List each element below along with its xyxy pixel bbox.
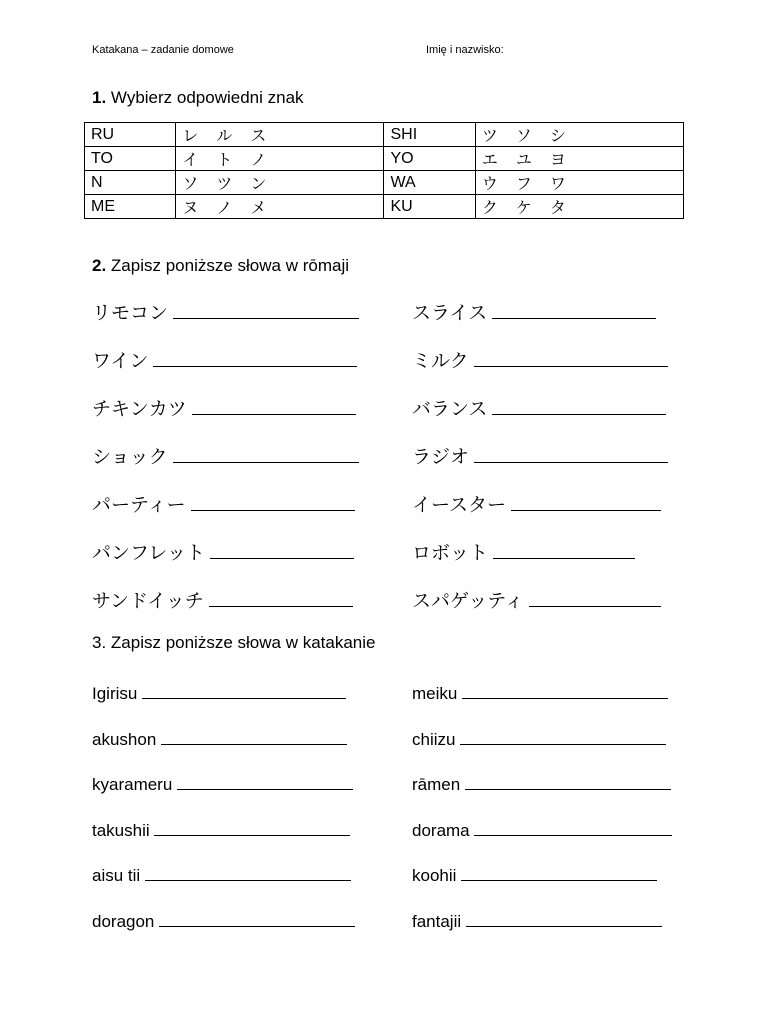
- answer-line[interactable]: [192, 396, 356, 415]
- answer-line[interactable]: [142, 680, 346, 699]
- answer-line[interactable]: [209, 588, 353, 607]
- answer-line[interactable]: [529, 588, 661, 607]
- kana-option[interactable]: ン: [250, 174, 267, 193]
- answer-line[interactable]: [474, 444, 668, 463]
- katakana-exercise: [92, 771, 353, 795]
- katakana-exercise: [412, 908, 662, 932]
- katakana-word: ミルク: [412, 350, 469, 372]
- romaji-word: akushon: [92, 729, 157, 749]
- kana-options-cell: [475, 123, 683, 147]
- katakana-word: ショック: [92, 446, 168, 468]
- kana-option[interactable]: ユ: [515, 150, 532, 169]
- answer-line[interactable]: [493, 540, 635, 559]
- answer-line[interactable]: [177, 771, 353, 790]
- answer-line[interactable]: [474, 817, 672, 836]
- romaji-word: Igirisu: [92, 684, 138, 703]
- answer-line[interactable]: [474, 348, 668, 367]
- kana-option[interactable]: ノ: [250, 150, 267, 169]
- task1-text: Wybierz odpowiedni znak: [110, 88, 304, 107]
- kana-table-row: [85, 195, 684, 219]
- katakana-word: スパゲッティ: [412, 590, 524, 612]
- kana-option[interactable]: ス: [250, 126, 267, 145]
- katakana-exercise: [412, 680, 668, 704]
- answer-line[interactable]: [153, 348, 357, 367]
- romaji-exercise: [92, 586, 353, 613]
- romaji-exercise: [412, 538, 635, 565]
- katakana-exercise: [412, 817, 672, 841]
- task2-number: 2.: [92, 256, 107, 275]
- answer-line[interactable]: [461, 862, 657, 881]
- katakana-word: サンドイッチ: [92, 590, 204, 612]
- answer-line[interactable]: [191, 492, 355, 511]
- katakana-word: バランス: [412, 398, 488, 420]
- answer-line[interactable]: [154, 817, 350, 836]
- kana-option[interactable]: ウ: [481, 174, 498, 193]
- romaji-exercise: [412, 490, 661, 517]
- romaji-word: dorama: [412, 820, 470, 840]
- kana-options-cell: [475, 147, 683, 171]
- romaji-exercise: [92, 346, 357, 373]
- name-label: Imię i nazwisko:: [426, 44, 504, 56]
- kana-option[interactable]: ノ: [216, 198, 233, 217]
- worksheet-title: Katakana – zadanie domowe: [92, 44, 234, 56]
- katakana-exercise: [92, 680, 346, 704]
- kana-option[interactable]: シ: [549, 126, 566, 145]
- answer-line[interactable]: [161, 726, 347, 745]
- kana-table-row: [85, 147, 684, 171]
- romaji-word: chiizu: [412, 729, 456, 749]
- romaji-exercise: [412, 586, 661, 613]
- kana-option[interactable]: ル: [216, 126, 233, 145]
- romaji-word: koohii: [412, 866, 457, 885]
- romaji-cell: ME: [85, 195, 176, 219]
- task1-number: 1.: [92, 88, 107, 107]
- romaji-word: takushii: [92, 820, 150, 840]
- katakana-word: チキンカツ: [92, 398, 187, 420]
- kana-options-cell: [176, 195, 384, 219]
- romaji-exercise: [412, 442, 668, 469]
- kana-options-cell: [176, 123, 384, 147]
- kana-option[interactable]: ト: [216, 150, 233, 169]
- answer-line[interactable]: [173, 300, 359, 319]
- katakana-exercise: [92, 726, 347, 750]
- task2-text: Zapisz poniższe słowa w rōmaji: [110, 256, 350, 275]
- kana-options-cell: [475, 171, 683, 195]
- answer-line[interactable]: [460, 726, 666, 745]
- kana-option[interactable]: タ: [549, 198, 566, 217]
- kana-option[interactable]: メ: [250, 198, 267, 217]
- kana-option[interactable]: ク: [481, 198, 498, 217]
- katakana-exercise: [92, 817, 350, 841]
- romaji-cell: N: [85, 171, 176, 195]
- task2-heading: [92, 256, 349, 276]
- kana-option[interactable]: ヌ: [182, 198, 199, 217]
- katakana-exercise: [92, 908, 355, 932]
- katakana-word: パーティー: [92, 494, 186, 516]
- romaji-exercise: [92, 394, 356, 421]
- answer-line[interactable]: [462, 680, 668, 699]
- kana-choice-table: [84, 122, 684, 219]
- kana-table-row: [85, 123, 684, 147]
- katakana-word: リモコン: [92, 302, 169, 324]
- romaji-word: rāmen: [412, 775, 461, 794]
- katakana-exercise: [412, 726, 666, 750]
- answer-line[interactable]: [173, 444, 359, 463]
- task3-heading: 3. Zapisz poniższe słowa w katakanie: [92, 633, 376, 652]
- romaji-exercise: [92, 298, 359, 325]
- romaji-exercise: [92, 442, 359, 469]
- katakana-exercise: [92, 862, 351, 886]
- romaji-cell: TO: [85, 147, 176, 171]
- romaji-cell: KU: [384, 195, 475, 219]
- katakana-word: ワイン: [92, 350, 149, 372]
- katakana-word: イースター: [412, 494, 507, 516]
- romaji-cell: YO: [384, 147, 475, 171]
- romaji-exercise: [92, 490, 355, 517]
- katakana-word: パンフレット: [92, 542, 206, 564]
- romaji-cell: RU: [85, 123, 176, 147]
- answer-line[interactable]: [465, 771, 671, 790]
- answer-line[interactable]: [159, 908, 355, 927]
- romaji-word: meiku: [412, 684, 458, 703]
- kana-option[interactable]: ワ: [549, 174, 566, 193]
- answer-line[interactable]: [492, 300, 656, 319]
- romaji-exercise: [412, 346, 668, 373]
- romaji-exercise: [92, 538, 354, 565]
- answer-line[interactable]: [511, 492, 661, 511]
- katakana-word: スライス: [412, 302, 488, 324]
- answer-line[interactable]: [466, 908, 662, 927]
- kana-option[interactable]: ソ: [515, 126, 532, 145]
- kana-option[interactable]: ヨ: [549, 150, 566, 169]
- kana-options-cell: [176, 171, 384, 195]
- katakana-word: ラジオ: [412, 446, 470, 468]
- romaji-word: fantajii: [412, 911, 462, 931]
- romaji-exercise: [412, 394, 666, 421]
- kana-option[interactable]: ソ: [182, 174, 199, 193]
- romaji-word: doragon: [92, 911, 155, 931]
- kana-options-cell: [475, 195, 683, 219]
- answer-line[interactable]: [145, 862, 351, 881]
- katakana-exercise: [412, 771, 671, 795]
- romaji-cell: SHI: [384, 123, 475, 147]
- kana-option[interactable]: レ: [182, 126, 199, 145]
- romaji-word: aisu tii: [92, 866, 141, 885]
- answer-line[interactable]: [210, 540, 354, 559]
- kana-option[interactable]: フ: [515, 174, 532, 193]
- romaji-word: kyarameru: [92, 775, 173, 794]
- kana-table-row: [85, 171, 684, 195]
- kana-option[interactable]: イ: [182, 150, 199, 169]
- romaji-cell: WA: [384, 171, 475, 195]
- kana-option[interactable]: エ: [481, 150, 498, 169]
- katakana-word: ロボット: [412, 542, 489, 564]
- kana-option[interactable]: ツ: [481, 126, 498, 145]
- kana-option[interactable]: ケ: [515, 198, 532, 217]
- kana-option[interactable]: ツ: [216, 174, 233, 193]
- romaji-exercise: [412, 298, 656, 325]
- kana-options-cell: [176, 147, 384, 171]
- katakana-exercise: [412, 862, 657, 886]
- answer-line[interactable]: [492, 396, 666, 415]
- task1-heading: [92, 88, 304, 108]
